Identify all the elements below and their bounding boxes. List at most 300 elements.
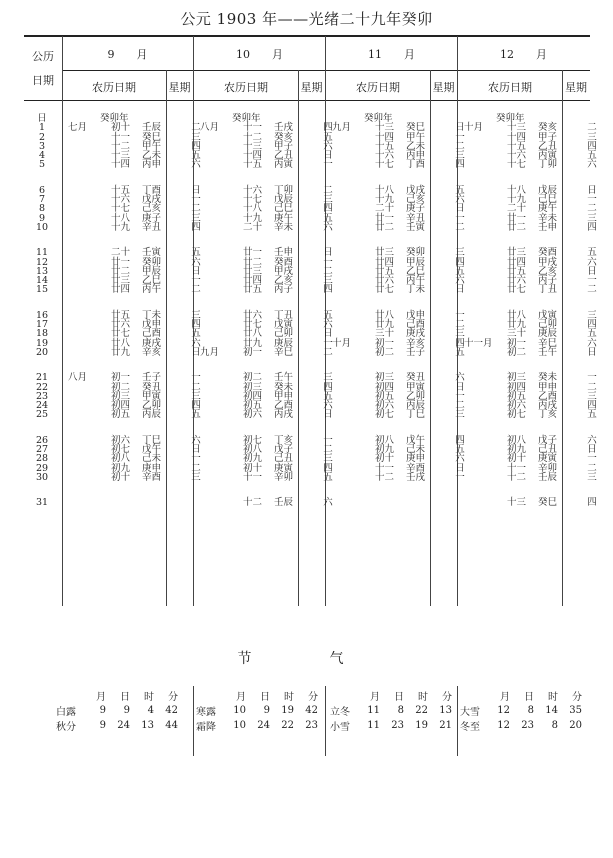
lunar-day: 初六: [110, 434, 130, 446]
weekday: 三: [455, 247, 465, 259]
calendar-row: [464, 339, 604, 348]
weekday: 二: [323, 265, 333, 277]
calendar-row: [332, 214, 472, 223]
day-number: 23: [35, 390, 49, 402]
weekday: 六: [455, 372, 465, 384]
jieqi-value: 20: [569, 720, 582, 731]
calendar-row: [332, 401, 472, 410]
weekday: 二: [323, 444, 333, 456]
weekday: 二: [323, 184, 333, 196]
day-number: 21: [35, 372, 49, 384]
ganzhi: 乙酉: [538, 390, 558, 402]
jieqi-value: 9: [99, 705, 106, 716]
weekday: 六: [323, 140, 333, 152]
weekday: 五: [587, 247, 597, 259]
lunar-day: 初四: [374, 381, 394, 393]
ganzhi: 壬辰: [538, 471, 558, 483]
lunar-day: 初四: [110, 400, 130, 412]
ganzhi: 癸巳: [538, 497, 558, 509]
ganzhi: 甲戌: [274, 265, 294, 277]
jieqi-value: 10: [233, 720, 246, 731]
row-gap: [332, 170, 472, 186]
jieqi-value: 11: [367, 705, 380, 716]
ganzhi: 辛卯: [274, 471, 294, 483]
ganzhi: 庚戌: [142, 337, 162, 349]
ganzhi: 丁丑: [538, 284, 558, 296]
lunar-month: 八月: [200, 122, 220, 134]
day-number: [32, 232, 52, 248]
ganzhi: 辛酉: [406, 462, 426, 474]
jieqi-value: 12: [497, 720, 510, 731]
calendar-row: [68, 285, 208, 294]
ganzhi: 庚子: [406, 203, 426, 215]
calendar-row: [200, 436, 340, 445]
ganzhi: 丁巳: [406, 409, 426, 421]
lunar-day: 十九: [110, 221, 130, 233]
ganzhi: 丙申: [142, 159, 162, 171]
weekday: 五: [323, 131, 333, 143]
weekday: 三: [587, 471, 597, 483]
weekday: 五: [587, 409, 597, 421]
weekday: 一: [323, 159, 333, 171]
ganzhi: 甲戌: [538, 256, 558, 268]
lunar-day: 廿一: [242, 247, 262, 259]
ganzhi: 乙亥: [538, 265, 558, 277]
jieqi-col-header: 日: [260, 692, 270, 703]
calendar-row: [464, 320, 604, 329]
lunar-day: 十六: [374, 150, 394, 162]
weekday: 三: [455, 150, 465, 162]
year-label: 癸卯年: [232, 113, 261, 124]
lunar-day: 初六: [506, 400, 526, 412]
jieqi-col-header: 时: [418, 692, 428, 703]
day-number: 8: [38, 203, 46, 215]
calendar-row: [68, 311, 208, 320]
ganzhi: 壬申: [538, 221, 558, 233]
calendar-row: [332, 373, 472, 382]
weekday: 日: [323, 150, 333, 162]
day-number: 11: [35, 247, 49, 259]
lunar-day: 初九: [242, 453, 262, 465]
weekday: 四: [191, 400, 201, 412]
lunar-day: 三十: [506, 328, 526, 340]
weekday: 二: [587, 462, 597, 474]
lunar-day: 廿一: [374, 212, 394, 224]
calendar-row: [200, 258, 340, 267]
ganzhi: 丁丑: [274, 309, 294, 321]
lunar-day: 廿八: [242, 328, 262, 340]
row-gap: [68, 295, 208, 311]
ganzhi: 庚寅: [538, 453, 558, 465]
lunar-day: 十六: [242, 184, 262, 196]
jieqi-value: 22: [281, 720, 294, 731]
ganzhi: 戊午: [406, 434, 426, 446]
weekday: 一: [455, 212, 465, 224]
calendar-row: [464, 123, 604, 132]
jieqi-value: 9: [99, 720, 106, 731]
weekday: 五: [587, 150, 597, 162]
calendar-row: [68, 258, 208, 267]
calendar-row: [200, 160, 340, 169]
lunar-day: 初五: [110, 409, 130, 421]
lunar-day: 十四: [374, 131, 394, 143]
lunar-day: 十三: [506, 497, 526, 509]
weekday: 四: [191, 221, 201, 233]
lunar-day: 初五: [506, 390, 526, 402]
weekday: 一: [587, 453, 597, 465]
weekday: 日: [455, 122, 465, 134]
calendar-row: [332, 473, 472, 482]
ganzhi: 戊寅: [274, 319, 294, 331]
lunar-day: 廿五: [374, 265, 394, 277]
weekday: 六: [191, 434, 201, 446]
row-gap: [200, 420, 340, 436]
lunar-day: 廿四: [110, 284, 130, 296]
weekday: 日: [587, 346, 597, 358]
ganzhi: 己巳: [538, 194, 558, 206]
ganzhi: 癸巳: [406, 122, 426, 134]
lunar-day: 初八: [374, 434, 394, 446]
lunar-day: 初十: [374, 453, 394, 465]
weekday: 四: [455, 434, 465, 446]
calendar-row: [68, 383, 208, 392]
calendar-row: [332, 114, 472, 123]
lunar-day: 廿一: [110, 256, 130, 268]
lunar-day: 廿六: [506, 275, 526, 287]
calendar-row: [68, 464, 208, 473]
jieqi-value: 24: [257, 720, 270, 731]
lunar-day: 初九: [506, 444, 526, 456]
header-xingqi-9: 星期: [168, 81, 191, 94]
weekday: 四: [587, 400, 597, 412]
lunar-day: 十一: [374, 462, 394, 474]
lunar-day: 廿六: [242, 309, 262, 321]
lunar-day: 初四: [506, 381, 526, 393]
jieqi-row: [196, 703, 318, 718]
jieqi-row: [330, 718, 452, 733]
lunar-day: 初五: [374, 390, 394, 402]
jieqi-value: 10: [233, 705, 246, 716]
calendar-row: [200, 410, 340, 419]
lunar-day: 初八: [110, 453, 130, 465]
lunar-day: 十七: [110, 203, 130, 215]
day-number: 15: [35, 284, 49, 296]
lunar-day: 初三: [506, 372, 526, 384]
day-number: 25: [35, 409, 49, 421]
calendar-row: [332, 436, 472, 445]
day-number: 24: [35, 400, 49, 412]
day-number: 9: [38, 212, 46, 224]
ganzhi: 辛酉: [142, 471, 162, 483]
weekday: 三: [323, 372, 333, 384]
weekday: 二: [191, 381, 201, 393]
ganzhi: 戊申: [142, 319, 162, 331]
ganzhi: 戊戌: [142, 194, 162, 206]
weekday: 六: [587, 159, 597, 171]
calendar-row: [464, 186, 604, 195]
calendar-row: [200, 285, 340, 294]
lunar-day: 廿二: [506, 221, 526, 233]
weekday: 四: [455, 337, 465, 349]
calendar-row: [68, 214, 208, 223]
weekday: 三: [587, 131, 597, 143]
ganzhi: 壬戌: [274, 122, 294, 134]
ganzhi: 丙戌: [538, 400, 558, 412]
weekday: 一: [455, 390, 465, 402]
row-gap: [68, 232, 208, 248]
calendar-row: [464, 311, 604, 320]
ganzhi: 丙辰: [142, 409, 162, 421]
weekday: 一: [587, 372, 597, 384]
calendar-row: [68, 410, 208, 419]
jieqi-name: 秋分: [56, 722, 76, 733]
row-gap: [200, 357, 340, 373]
calendar-row: [200, 401, 340, 410]
lunar-day: 十九: [242, 212, 262, 224]
weekday: 日: [191, 346, 201, 358]
header-riqi: 日期: [32, 74, 54, 87]
lunar-day: 十三: [242, 140, 262, 152]
calendar-row: [464, 151, 604, 160]
month-column-11: [332, 114, 472, 482]
weekday: 五: [323, 212, 333, 224]
weekday: 三: [587, 212, 597, 224]
lunar-day: 十一: [110, 131, 130, 143]
weekday: 四: [323, 203, 333, 215]
lunar-day: 廿七: [374, 284, 394, 296]
ganzhi: 丁亥: [274, 434, 294, 446]
lunar-day: 廿一: [506, 212, 526, 224]
weekday: 四: [587, 319, 597, 331]
ganzhi: 己亥: [406, 194, 426, 206]
jieqi-value: 23: [305, 720, 318, 731]
lunar-day: 廿三: [506, 247, 526, 259]
lunar-day: 十九: [374, 194, 394, 206]
row-gap: [464, 295, 604, 311]
lunar-day: 初十: [110, 122, 130, 134]
weekday: 六: [323, 221, 333, 233]
lunar-day: 初九: [374, 444, 394, 456]
jieqi-row: [330, 703, 452, 718]
ganzhi: 庚子: [142, 212, 162, 224]
calendar-row: [200, 392, 340, 401]
jieqi-value: 42: [305, 705, 318, 716]
weekday: 二: [587, 203, 597, 215]
weekday: 三: [323, 275, 333, 287]
ganzhi: 己亥: [142, 203, 162, 215]
header-nongli-9: 农历日期: [92, 81, 136, 94]
calendar-row: [68, 401, 208, 410]
ganzhi: 丙午: [142, 284, 162, 296]
weekday: 四: [455, 256, 465, 268]
ganzhi: 癸卯: [406, 247, 426, 259]
ganzhi: 乙丑: [538, 140, 558, 152]
day-number: 22: [35, 381, 49, 393]
calendar-row: [200, 186, 340, 195]
month-column-10: [200, 114, 340, 508]
jieqi-value: 14: [545, 705, 558, 716]
calendar-row: [68, 223, 208, 232]
weekday: 日: [455, 462, 465, 474]
lunar-day: 廿八: [110, 337, 130, 349]
weekday: 二: [455, 319, 465, 331]
calendar-row: [332, 133, 472, 142]
calendar-row: [68, 373, 208, 382]
calendar-row: [332, 445, 472, 454]
jieqi-col-header: 分: [572, 692, 582, 703]
ganzhi: 壬午: [538, 346, 558, 358]
calendar-row: [464, 498, 604, 507]
jieqi-group-10: [196, 688, 318, 733]
day-number: 18: [35, 328, 49, 340]
weekday: 四: [587, 140, 597, 152]
ganzhi: 丁卯: [274, 184, 294, 196]
calendar-row: [68, 133, 208, 142]
calendar-row: [68, 114, 208, 123]
header-nongli-11: 农历日期: [356, 81, 400, 94]
jieqi-name: 立冬: [330, 707, 350, 718]
jieqi-value: 23: [521, 720, 534, 731]
day-number: 16: [35, 309, 49, 321]
lunar-day: 十一: [242, 471, 262, 483]
row-gap: [464, 420, 604, 436]
jieqi-name: 大雪: [460, 707, 480, 718]
row-gap: [464, 170, 604, 186]
day-number: 26: [35, 434, 49, 446]
calendar-row: [332, 160, 472, 169]
lunar-day: 初一: [110, 372, 130, 384]
ganzhi: 己丑: [538, 444, 558, 456]
jieqi-name: 寒露: [196, 707, 216, 718]
jieqi-name: 冬至: [460, 722, 480, 733]
weekday: 六: [455, 194, 465, 206]
weekday: 三: [323, 453, 333, 465]
lunar-day: 十五: [242, 159, 262, 171]
ganzhi: 辛丑: [142, 221, 162, 233]
calendar-row: [68, 276, 208, 285]
calendar-row: [332, 186, 472, 195]
header-mid-rule: [62, 70, 590, 71]
calendar-row: [68, 454, 208, 463]
weekday: 五: [455, 444, 465, 456]
jieqi-row: [56, 703, 178, 718]
jieqi-value: 22: [415, 705, 428, 716]
lunar-day: 廿二: [110, 265, 130, 277]
ganzhi: 壬寅: [142, 247, 162, 259]
calendar-row: [200, 114, 340, 123]
weekday: 日: [455, 381, 465, 393]
ganzhi: 癸丑: [406, 372, 426, 384]
jieqi-value: 19: [415, 720, 428, 731]
day-number: 31: [35, 497, 49, 509]
year-label: 癸卯年: [364, 113, 393, 124]
jieqi-value: 24: [117, 720, 130, 731]
ganzhi: 乙酉: [274, 400, 294, 412]
weekday: 三: [455, 409, 465, 421]
lunar-day: 十四: [506, 131, 526, 143]
calendar-row: [464, 445, 604, 454]
header-bottom-rule: [24, 100, 590, 101]
ganzhi: 丙申: [406, 150, 426, 162]
calendar-row: [68, 142, 208, 151]
ganzhi: 己丑: [274, 453, 294, 465]
lunar-day: 十二: [374, 471, 394, 483]
lunar-day: 十三: [506, 122, 526, 134]
weekday: 六: [323, 319, 333, 331]
row-gap: [332, 232, 472, 248]
lunar-day: 十三: [110, 150, 130, 162]
weekday: 六: [323, 497, 333, 509]
jieqi-col-header: 月: [96, 692, 106, 703]
ganzhi: 己卯: [274, 328, 294, 340]
weekday: 四: [323, 122, 333, 134]
jieqi-col-header: 月: [236, 692, 246, 703]
weekday: 六: [323, 400, 333, 412]
ganzhi: 己卯: [538, 319, 558, 331]
jieqi-col-header: 分: [168, 692, 178, 703]
ganzhi: 乙未: [406, 140, 426, 152]
weekday: 一: [323, 337, 333, 349]
ganzhi: 辛卯: [538, 462, 558, 474]
jieqi-col-header: 分: [442, 692, 452, 703]
lunar-day: 十一: [506, 462, 526, 474]
lunar-day: 初一: [506, 337, 526, 349]
lunar-day: 初八: [506, 434, 526, 446]
jieqi-value: 8: [397, 705, 404, 716]
calendar-row: [464, 276, 604, 285]
ganzhi: 戊子: [538, 434, 558, 446]
row-gap: [68, 357, 208, 373]
ganzhi: 辛未: [274, 221, 294, 233]
day-number: 2: [38, 131, 46, 143]
lunar-day: 十八: [374, 184, 394, 196]
ganzhi: 己巳: [274, 203, 294, 215]
weekday: 二: [455, 400, 465, 412]
row-gap: [464, 482, 604, 498]
header-nongli-12: 农历日期: [488, 81, 532, 94]
lunar-day: 廿三: [374, 247, 394, 259]
ganzhi: 乙亥: [274, 275, 294, 287]
ganzhi: 戊寅: [538, 309, 558, 321]
day-number: 4: [38, 150, 46, 162]
jieqi-value: 8: [527, 705, 534, 716]
lunar-day: 初二: [110, 381, 130, 393]
day-number: 17: [35, 319, 49, 331]
ganzhi: 丁亥: [538, 409, 558, 421]
ganzhi: 壬辰: [142, 122, 162, 134]
weekday: 二: [323, 346, 333, 358]
header-xingqi-12: 星期: [565, 81, 587, 94]
weekday: 日: [587, 265, 597, 277]
weekday: 一: [455, 309, 465, 321]
lunar-day: 廿六: [110, 319, 130, 331]
ganzhi: 丁未: [406, 284, 426, 296]
calendar-row: [68, 186, 208, 195]
calendar-row: [68, 204, 208, 213]
calendar-row: [464, 204, 604, 213]
lunar-day: 廿八: [374, 309, 394, 321]
day-number: 10: [35, 221, 49, 233]
row-gap: [332, 295, 472, 311]
weekday: 二: [191, 462, 201, 474]
calendar-row: [332, 383, 472, 392]
weekday: 一: [191, 453, 201, 465]
lunar-day: 十五: [110, 184, 130, 196]
year-label: 癸卯年: [100, 113, 129, 124]
calendar-row: [68, 320, 208, 329]
jieqi-title: 节 气: [237, 651, 376, 667]
calendar-row: [332, 464, 472, 473]
